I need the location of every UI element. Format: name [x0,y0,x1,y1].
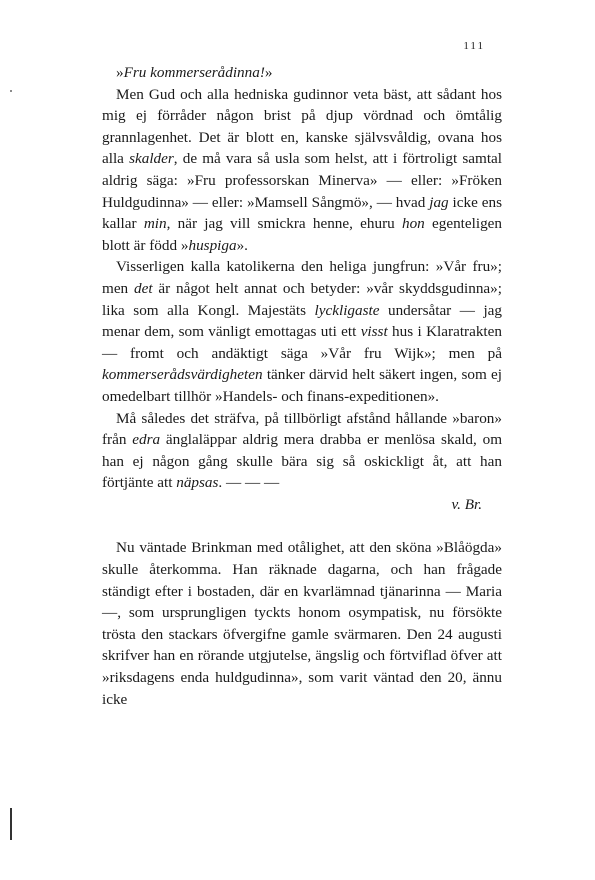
letter-greeting: »Fru kommerserådinna!» [116,64,273,81]
paragraph-3: Må således det sträfva, på tillbörligt afstånd hållande »baron» från edra änglaläppar aldrig mera drabba er menlösa skald, om han ej någon gång skulle bära sig så oskickligt åt, att han förtjänte att näpsas. — — — [102,409,503,492]
page-body [102,62,502,710]
letter-signature: v. Br. [451,495,482,513]
paragraph-1: Men Gud och alla hedniska gudinnor veta bäst, att sådant hos mig ej förråder någon brist på djup vördnad och ömtålig grannlagenhet. Det är blott en, kanske självsvåldig, ovana hos alla skalder, de må vara så usla som helst, att i förtroligt samtal aldrig säga: »Fru professorskan Minerva» — eller: »Fröken Huldgudinna» — eller: »Mamsell Sångmö», — hvad jag icke ens kallar min, när jag vill smickra henne, ehuru hon egenteligen blott är född »huspiga». [102,85,503,254]
paragraph-4: Nu väntade Brinkman med otålighet, att den sköna »Blåögda» skulle återkomma. Han räknade dagarna, och han frågade ständigt efter i bostaden, där en kvarlämnad tjänarinna — Maria —, som ursprungligen tyckts honom osympatisk, nu försökte trösta den stackars öfvergifne gamle svärmaren. Den 24 augusti skrifver han en rörande utgjutelse, ängslig och förtviflad öfver att »riksdagens enda huldgudinna», som varit väntad den 20, ännu icke [102,539,502,708]
stray-ink-mark [10,808,12,840]
page-number: 111 [463,40,485,52]
paragraph-2: Visserligen kalla katolikerna den heliga jungfrun: »Vår fru»; men det är något helt annat och betyder: »vår skyddsgudinna»; lika som alla Kongl. Majestäts lyckligaste undersåtar — jag menar dem, som vänligt emottagas uti ett visst hus i Klaratrakten — fromt och andäktigt säga »Vår fru Wijk»; men på kommerserådsvärdigheten tänker därvid helt säkert ingen, som ej omedelbart tillhör »Handels- och finans-expeditionen». [102,258,502,405]
stray-ink-dot [10,90,12,92]
section-gap [102,515,502,537]
